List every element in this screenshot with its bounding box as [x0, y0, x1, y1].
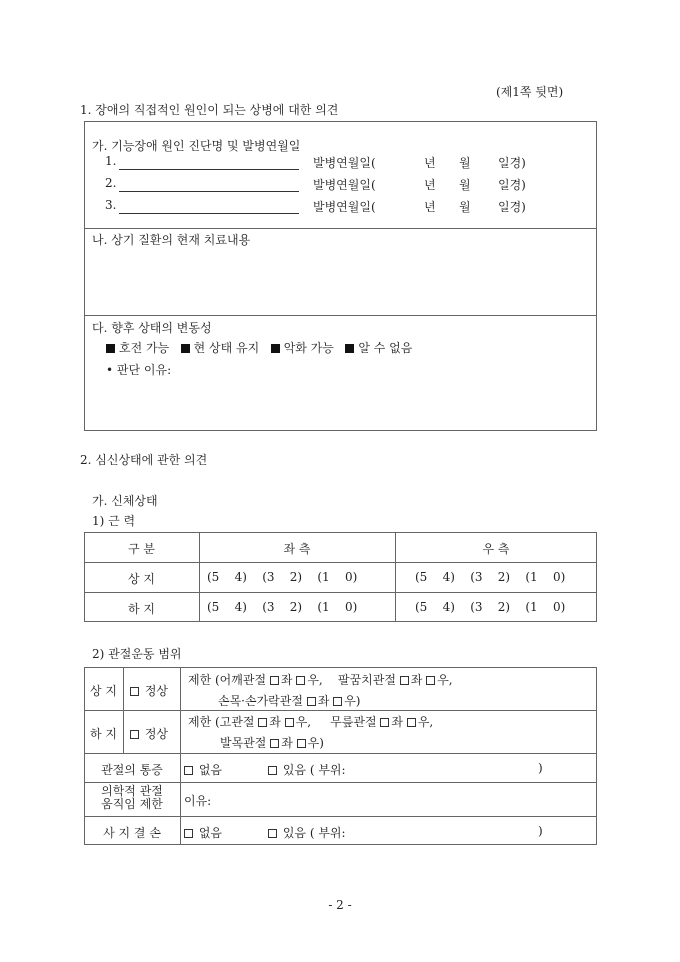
onset-day: 일경)	[498, 200, 526, 214]
upper-right-grades	[415, 570, 565, 584]
grade[interactable]: (5	[415, 600, 428, 614]
grade[interactable]: (3	[470, 570, 483, 584]
filled-square-icon	[181, 344, 190, 353]
amputation-close: )	[538, 824, 543, 838]
divider	[123, 667, 124, 753]
checkbox-icon[interactable]	[184, 829, 193, 838]
section1-title: 1. 장애의 직접적인 원인이 되는 상병에 대한 의견	[80, 103, 339, 117]
filled-square-icon	[345, 344, 354, 353]
grade[interactable]: 0)	[552, 600, 566, 614]
grade[interactable]: (3	[470, 600, 483, 614]
grade[interactable]: 2)	[289, 600, 303, 614]
option-maintain[interactable]: 현 상태 유지	[181, 341, 260, 355]
checkbox-icon[interactable]	[296, 676, 305, 685]
diagnosis-input-line[interactable]	[119, 191, 299, 192]
onset-label: 발병연월일(	[313, 178, 376, 192]
option-worsen[interactable]: 악화 가능	[271, 341, 334, 355]
onset-day: 일경)	[498, 156, 526, 170]
divider	[84, 782, 597, 783]
checkbox-icon[interactable]	[184, 766, 193, 775]
onset-month: 월	[459, 156, 471, 170]
joint-upper-line2: 손목·손가락관절 좌 우)	[218, 694, 361, 708]
page-note: (제1쪽 뒷면)	[496, 85, 564, 99]
onset-label: 발병연월일(	[313, 156, 376, 170]
divider	[84, 228, 597, 229]
divider	[180, 753, 181, 845]
joint-lower-normal[interactable]: 정상	[130, 725, 168, 742]
physical-state-title: 가. 신체상태	[92, 494, 158, 508]
grade[interactable]: 2)	[289, 570, 303, 584]
muscle-title: 1) 근 력	[92, 514, 136, 528]
lower-right-grades	[415, 600, 565, 614]
checkbox-icon[interactable]	[400, 676, 409, 685]
pain-yes-option[interactable]: 있음 ( 부위:	[268, 761, 346, 778]
onset-label: 발병연월일(	[313, 200, 376, 214]
checkbox-icon[interactable]	[380, 718, 389, 727]
grade[interactable]: (3	[262, 600, 275, 614]
row-label-upper: 상 지	[128, 572, 155, 586]
checkbox-icon[interactable]	[270, 739, 279, 748]
divider	[84, 315, 597, 316]
grade[interactable]: 0)	[552, 570, 566, 584]
section2-title: 2. 심신상태에 관한 의견	[80, 453, 208, 467]
amputation-label: 사 지 결 손	[103, 826, 161, 840]
row-label-lower: 하 지	[128, 602, 155, 616]
amputation-yes-option[interactable]: 있음 ( 부위:	[268, 824, 346, 841]
checkbox-icon[interactable]	[285, 718, 294, 727]
checkbox-icon[interactable]	[268, 829, 277, 838]
grade[interactable]: 4)	[442, 600, 455, 614]
onset-year: 년	[424, 200, 436, 214]
checkbox-icon[interactable]	[426, 676, 435, 685]
pain-close: )	[538, 761, 543, 775]
checkbox-icon[interactable]	[130, 730, 139, 739]
onset-year: 년	[424, 178, 436, 192]
diagnosis-title: 가. 기능장애 원인 진단명 및 발병연월일	[92, 139, 301, 153]
checkbox-icon[interactable]	[268, 766, 277, 775]
grade[interactable]: (3	[262, 570, 275, 584]
treatment-title: 나. 상기 질환의 현재 치료내용	[92, 233, 251, 247]
diagnosis-number: 2.	[105, 176, 117, 190]
checkbox-icon[interactable]	[297, 739, 306, 748]
onset-month: 월	[459, 178, 471, 192]
grade[interactable]: (1	[525, 600, 538, 614]
checkbox-icon[interactable]	[130, 687, 139, 696]
joint-upper-line1: 제한 (어깨관절 좌 우, 팔꿈치관절 좌 우,	[188, 673, 453, 687]
pain-none-option[interactable]: 없음	[184, 763, 222, 777]
grade[interactable]: (1	[317, 570, 330, 584]
prognosis-options	[106, 339, 412, 356]
medical-label: 의학적 관절 움직임 제한	[101, 784, 163, 811]
option-unknown[interactable]: 알 수 없음	[345, 341, 412, 355]
checkbox-icon[interactable]	[258, 718, 267, 727]
filled-square-icon	[106, 344, 115, 353]
header-right: 우 측	[482, 542, 510, 556]
diagnosis-input-line[interactable]	[119, 213, 299, 214]
grade[interactable]: (1	[317, 600, 330, 614]
checkbox-icon[interactable]	[407, 718, 416, 727]
grade[interactable]: 4)	[234, 570, 247, 584]
joint-lower-label: 하 지	[90, 727, 117, 741]
joint-upper-label: 상 지	[90, 684, 117, 698]
checkbox-icon[interactable]	[333, 697, 342, 706]
onset-month: 월	[459, 200, 471, 214]
grade[interactable]: 2)	[497, 570, 511, 584]
checkbox-icon[interactable]	[307, 697, 316, 706]
divider	[84, 816, 597, 817]
grade[interactable]: 2)	[497, 600, 511, 614]
checkbox-icon[interactable]	[270, 676, 279, 685]
grade[interactable]: (5	[415, 570, 428, 584]
divider	[84, 562, 597, 563]
divider	[180, 667, 181, 753]
diagnosis-number: 1.	[105, 154, 117, 168]
grade[interactable]: (1	[525, 570, 538, 584]
diagnosis-number: 3.	[105, 198, 117, 212]
joint-lower-line1: 제한 (고관절 좌 우, 무릎관절 좌 우,	[188, 715, 434, 729]
header-left: 좌 측	[283, 542, 311, 556]
amputation-none-option[interactable]: 없음	[184, 824, 222, 841]
divider	[84, 592, 597, 593]
pain-options	[184, 761, 222, 778]
grade[interactable]: 0)	[344, 600, 358, 614]
judgment-reason: • 판단 이유:	[106, 363, 172, 377]
joint-title: 2) 관절운동 범위	[92, 647, 182, 661]
grade[interactable]: 4)	[442, 570, 455, 584]
grade[interactable]: (5	[207, 600, 220, 614]
onset-day: 일경)	[498, 178, 526, 192]
header-category: 구 분	[128, 542, 155, 556]
upper-left-grades	[207, 570, 357, 584]
pain-label: 관절의 통증	[101, 763, 163, 777]
prognosis-title: 다. 향후 상태의 변동성	[92, 321, 212, 335]
joint-upper-normal[interactable]: 정상	[130, 682, 168, 699]
lower-left-grades	[207, 600, 357, 614]
page-number: - 2 -	[328, 898, 352, 912]
filled-square-icon	[271, 344, 280, 353]
medical-reason: 이유:	[184, 794, 212, 808]
option-improve[interactable]: 호전 가능	[106, 341, 169, 355]
divider	[84, 753, 597, 754]
joint-lower-line2: 발목관절 좌 우)	[220, 736, 324, 750]
onset-year: 년	[424, 156, 436, 170]
diagnosis-input-line[interactable]	[119, 169, 299, 170]
grade[interactable]: 4)	[234, 600, 247, 614]
divider	[84, 710, 597, 711]
grade[interactable]: 0)	[344, 570, 358, 584]
grade[interactable]: (5	[207, 570, 220, 584]
